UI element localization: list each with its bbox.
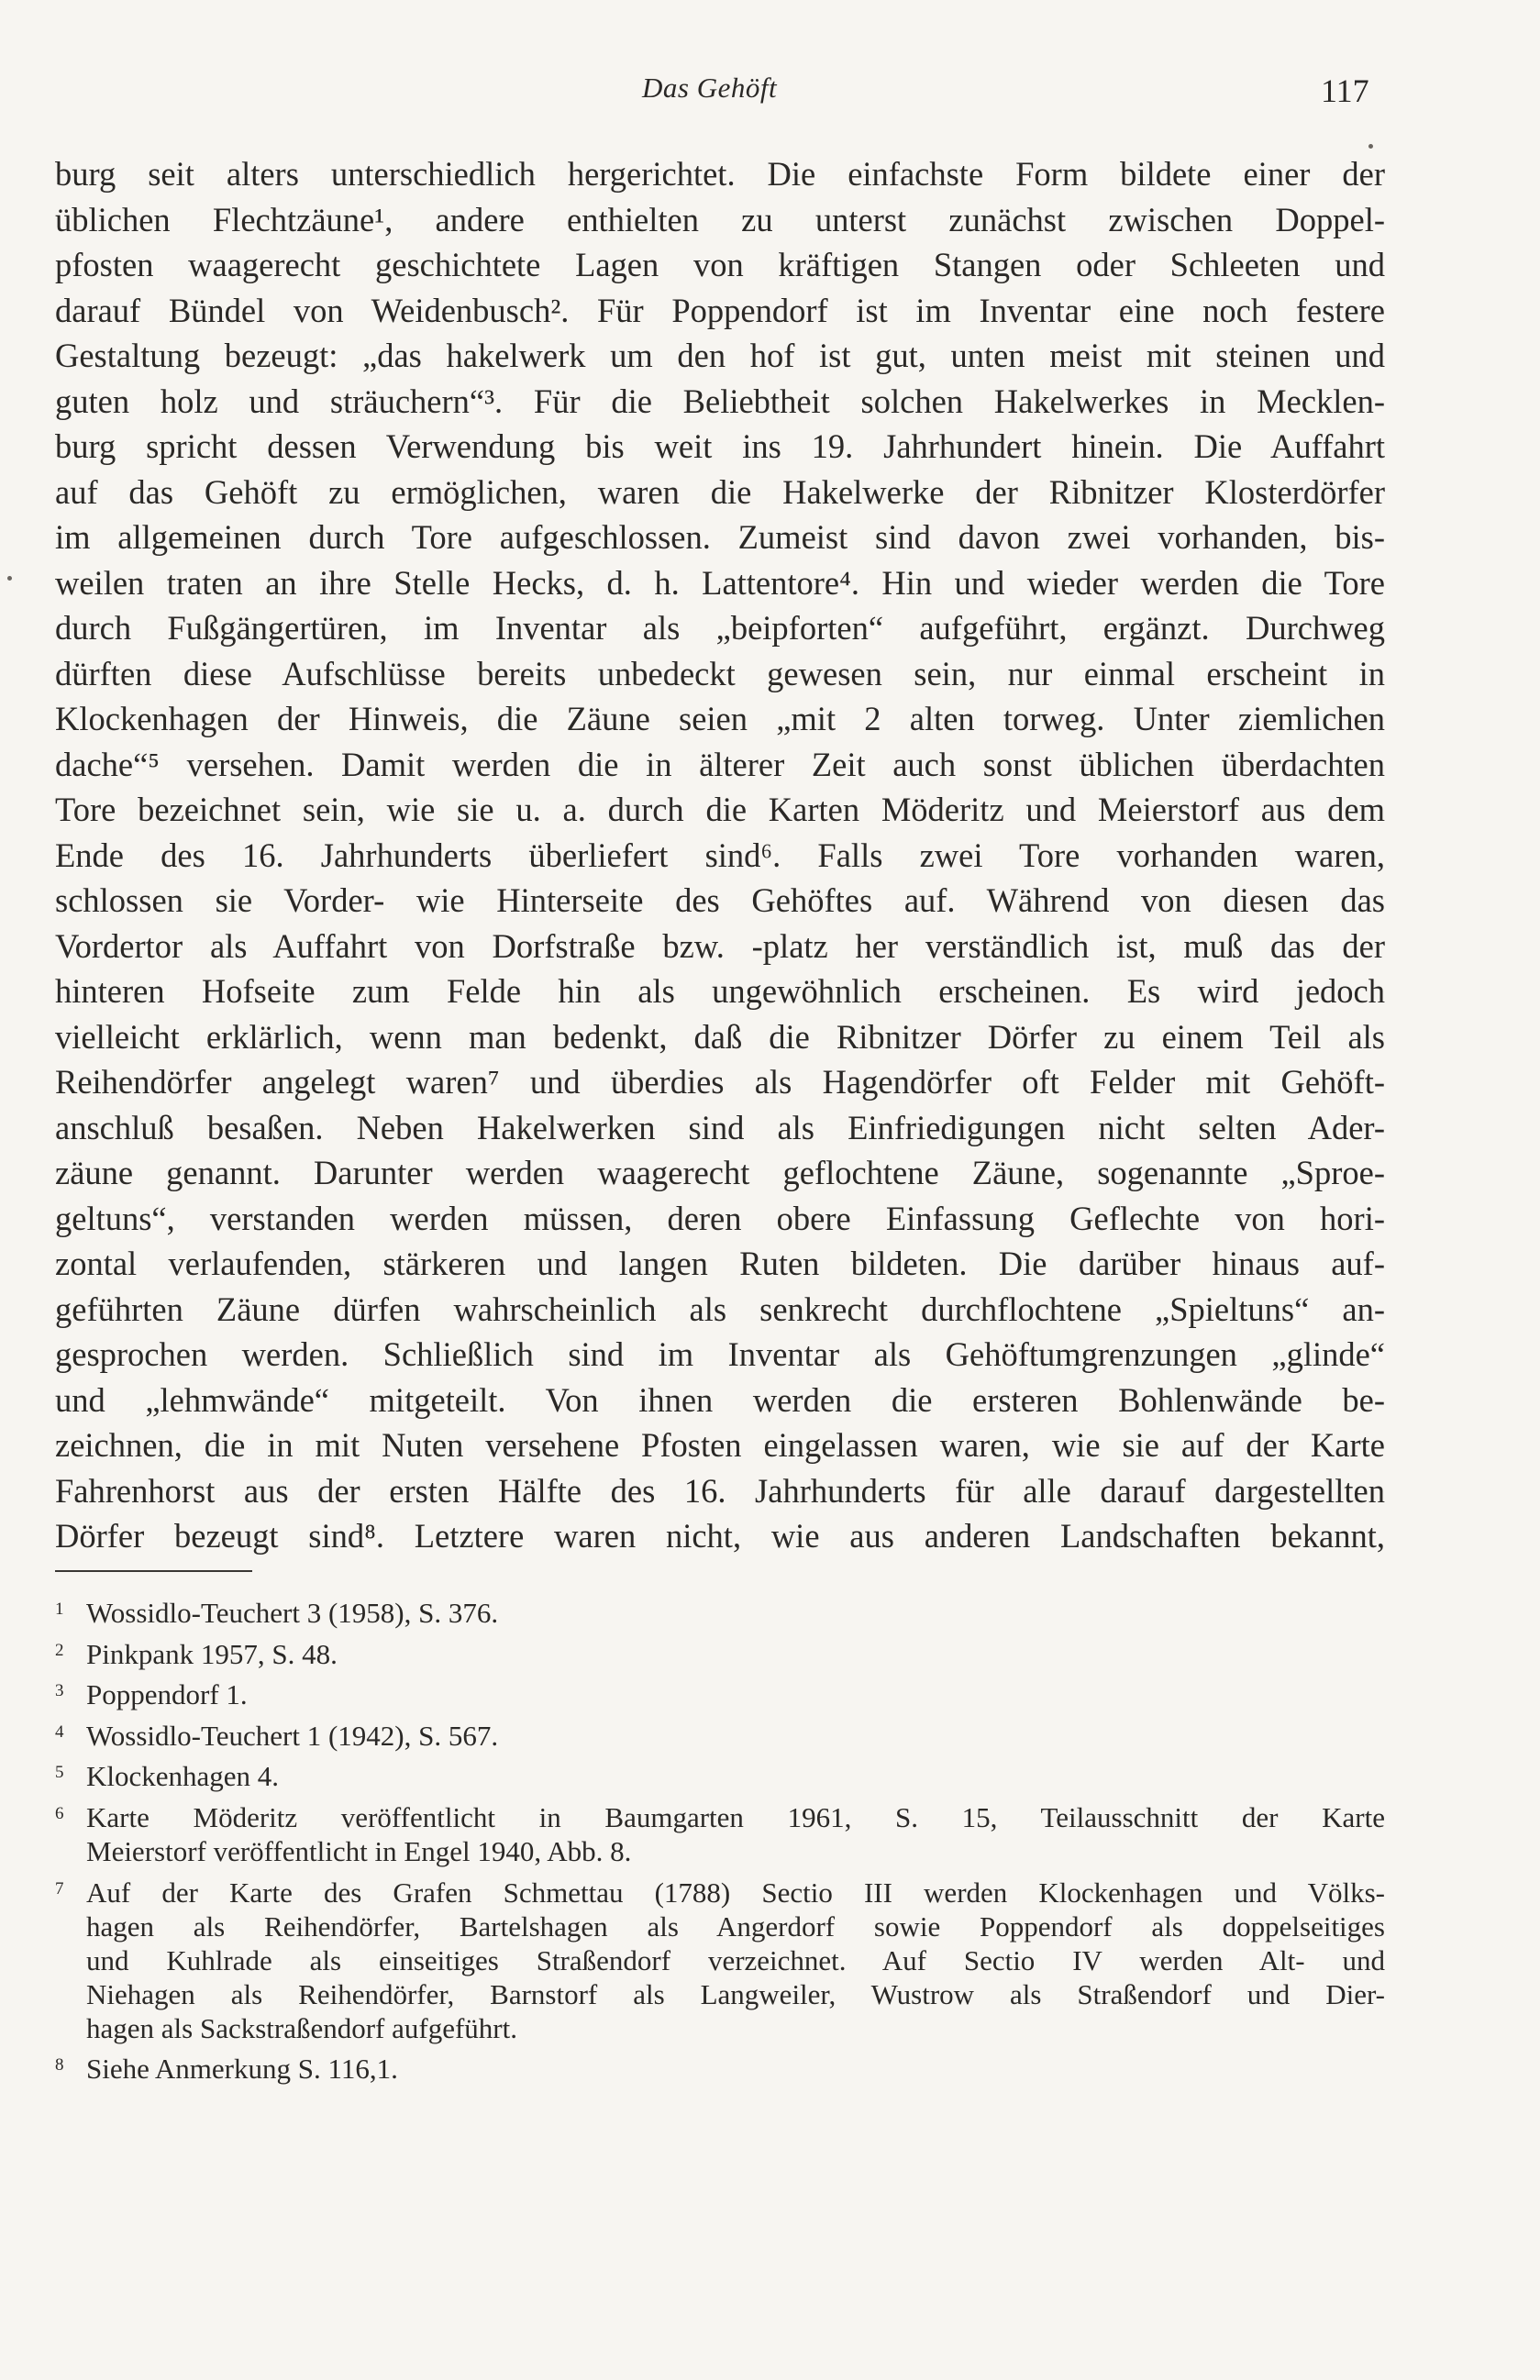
body-line: geltuns“, verstanden werden müssen, deren obere Einfassung Geflechte von hori- bbox=[55, 1199, 1385, 1237]
footnote-number: 5 bbox=[55, 1763, 64, 1783]
footnote-number: 8 bbox=[55, 2055, 64, 2076]
body-line: Tore bezeichnet sein, wie sie u. a. durch die Karten Möderitz und Meierstorf aus dem bbox=[55, 791, 1385, 828]
body-line: üblichen Flechtzäune¹, andere enthielten zu unterst zunächst zwischen Doppel- bbox=[55, 200, 1385, 238]
footnote-line: hagen als Sackstraßendorf aufgeführt. bbox=[86, 2011, 517, 2044]
footnote-line: Niehagen als Reihendörfer, Barnstorf als Langweiler, Wustrow als Straßendorf und Dier- bbox=[86, 1977, 1385, 2010]
body-line: und „lehmwände“ mitgeteilt. Von ihnen werden die ersteren Bohlenwände be- bbox=[55, 1380, 1385, 1419]
body-text bbox=[55, 151, 1385, 1559]
footnote bbox=[55, 1596, 1385, 1630]
body-line: burg spricht dessen Verwendung bis weit ins 19. Jahrhundert hinein. Die Auffahrt bbox=[55, 427, 1385, 465]
body-line: durch Fußgängertüren, im Inventar als „beipforten“ aufgeführt, ergänzt. Durchweg bbox=[55, 609, 1385, 647]
footnote-line: Pinkpank 1957, S. 48. bbox=[86, 1637, 338, 1670]
body-line: zeichnen, die in mit Nuten versehene Pfosten eingelassen waren, wie sie auf der Karte bbox=[55, 1426, 1385, 1464]
body-line: dache“⁵ versehen. Damit werden die in älterer Zeit auch sonst üblichen überdachten bbox=[55, 745, 1385, 783]
body-line: im allgemeinen durch Tore aufgeschlossen. Zumeist sind davon zwei vorhanden, bis- bbox=[55, 518, 1385, 556]
body-line: dürften diese Aufschlüsse bereits unbedeckt gewesen sein, nur einmal erscheint in bbox=[55, 654, 1385, 692]
body-line: Gestaltung bezeugt: „das hakelwerk um den hof ist gut, unten meist mit steinen und bbox=[55, 337, 1385, 374]
body-line: schlossen sie Vorder- wie Hinterseite des Gehöftes auf. Während von diesen das bbox=[55, 881, 1385, 919]
footnote bbox=[55, 1677, 1385, 1711]
footnote-line: Wossidlo-Teuchert 1 (1942), S. 567. bbox=[86, 1719, 499, 1752]
body-line: guten holz und sträuchern“³. Für die Beliebtheit solchen Hakelwerkes in Mecklen- bbox=[55, 382, 1385, 420]
footnotes bbox=[55, 1596, 1385, 2093]
paper-speck bbox=[1368, 144, 1373, 149]
body-line: geführten Zäune dürfen wahrscheinlich als senkrecht durchflochtene „Spieltuns“ an- bbox=[55, 1290, 1385, 1328]
body-line: hinteren Hofseite zum Felde hin als ungewöhnlich erscheinen. Es wird jedoch bbox=[55, 972, 1385, 1010]
footnote-line: Wossidlo-Teuchert 3 (1958), S. 376. bbox=[86, 1597, 499, 1629]
footnote bbox=[55, 1876, 1385, 2045]
footnote-separator bbox=[55, 1570, 252, 1572]
body-line: weilen traten an ihre Stelle Hecks, d. h. Lattentore⁴. Hin und wieder werden die Tore bbox=[55, 563, 1385, 602]
footnote bbox=[55, 1719, 1385, 1753]
footnote bbox=[55, 2052, 1385, 2086]
footnote-line: und Kuhlrade als einseitiges Straßendorf verzeichnet. Auf Sectio IV werden Alt- und bbox=[86, 1943, 1385, 1976]
footnote-line: Klockenhagen 4. bbox=[86, 1760, 280, 1793]
body-line: darauf Bündel von Weidenbusch². Für Poppendorf ist im Inventar eine noch festere bbox=[55, 291, 1385, 329]
body-line: pfosten waagerecht geschichtete Lagen von kräftigen Stangen oder Schleeten und bbox=[55, 246, 1385, 283]
body-line: Klockenhagen der Hinweis, die Zäune seien „mit 2 alten torweg. Unter ziemlichen bbox=[55, 700, 1385, 737]
body-line: anschluß besaßen. Neben Hakelwerken sind als Einfriedigungen nicht selten Ader- bbox=[55, 1108, 1385, 1146]
body-line: gesprochen werden. Schließlich sind im Inventar als Gehöftumgrenzungen „glinde“ bbox=[55, 1335, 1385, 1373]
footnote-line: Karte Möderitz veröffentlicht in Baumgarten 1961, S. 15, Teilausschnitt der Karte bbox=[86, 1800, 1385, 1833]
footnote-number: 7 bbox=[55, 1878, 64, 1898]
footnote-line: Siehe Anmerkung S. 116,1. bbox=[86, 2053, 398, 2086]
footnote bbox=[55, 1637, 1385, 1671]
footnote-line: hagen als Reihendörfer, Bartelshagen als Angerdorf sowie Poppendorf als doppelseitiges bbox=[86, 1910, 1385, 1943]
footnote bbox=[55, 1800, 1385, 1868]
page-number: 117 bbox=[1321, 72, 1369, 109]
body-line: zontal verlaufenden, stärkeren und langen Ruten bildeten. Die darüber hinaus auf- bbox=[55, 1245, 1385, 1282]
footnote-number: 4 bbox=[55, 1721, 64, 1742]
body-line: Reihendörfer angelegt waren⁷ und überdies als Hagendörfer oft Felder mit Gehöft- bbox=[55, 1063, 1385, 1101]
body-line: Vordertor als Auffahrt von Dorfstraße bzw. -platz her verständlich ist, muß das der bbox=[55, 926, 1385, 965]
body-line: vielleicht erklärlich, wenn man bedenkt, daß die Ribnitzer Dörfer zu einem Teil als bbox=[55, 1017, 1385, 1056]
footnote-line: Meierstorf veröffentlicht in Engel 1940, Abb. 8. bbox=[86, 1834, 632, 1867]
footnote bbox=[55, 1759, 1385, 1793]
footnote-line: Auf der Karte des Grafen Schmettau (1788) Sectio III werden Klockenhagen und Völks- bbox=[86, 1876, 1385, 1909]
footnote-number: 2 bbox=[55, 1640, 64, 1660]
body-line: Dörfer bezeugt sind⁸. Letztere waren nicht, wie aus anderen Landschaften bekannt, bbox=[55, 1517, 1385, 1555]
body-line: auf das Gehöft zu ermöglichen, waren die Hakelwerke der Ribnitzer Klosterdörfer bbox=[55, 472, 1385, 511]
footnote-number: 3 bbox=[55, 1681, 64, 1701]
footnote-number: 1 bbox=[55, 1600, 64, 1619]
body-line: Fahrenhorst aus der ersten Hälfte des 16. Jahrhunderts für alle darauf dargestellten bbox=[55, 1471, 1385, 1510]
body-line: Ende des 16. Jahrhunderts überliefert sind⁶. Falls zwei Tore vorhanden waren, bbox=[55, 836, 1385, 874]
footnote-line: Poppendorf 1. bbox=[86, 1678, 248, 1711]
paper-speck bbox=[7, 576, 12, 581]
running-header: Das Gehöft bbox=[642, 72, 778, 104]
footnote-number: 6 bbox=[55, 1803, 64, 1823]
body-line: burg seit alters unterschiedlich hergerichtet. Die einfachste Form bildete einer der bbox=[55, 155, 1385, 193]
body-line: zäune genannt. Darunter werden waagerecht geflochtene Zäune, sogenannte „Sproe- bbox=[55, 1154, 1385, 1191]
